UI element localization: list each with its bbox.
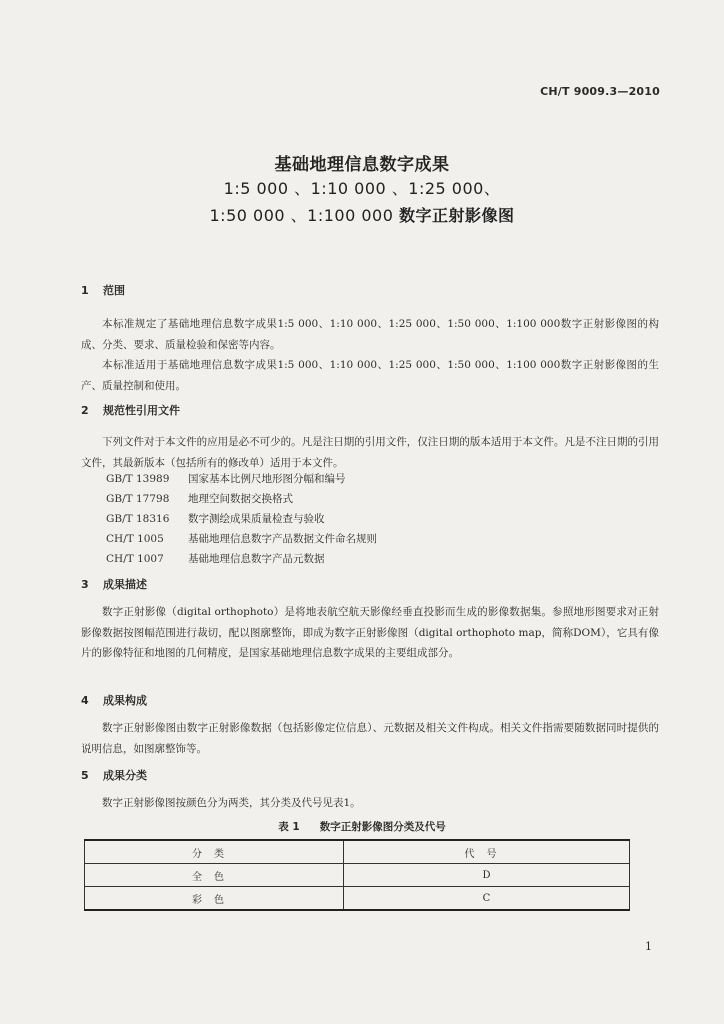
page-number: 1 — [645, 940, 652, 953]
table-title: 数字正射影像图分类及代号 — [319, 821, 446, 833]
table-cell: 全色 — [85, 864, 344, 887]
document-title-line1: 基础地理信息数字成果 — [274, 155, 450, 175]
document-title-line2: 1:5 000 、1:10 000 、1:25 000、 — [223, 179, 501, 198]
reference-item — [106, 551, 325, 566]
table-cell: 彩色 — [85, 887, 344, 911]
reference-code: GB/T 17798 — [106, 493, 170, 505]
table-caption — [0, 819, 724, 834]
section-title: 成果构成 — [103, 694, 147, 707]
reference-name: 数字测绘成果质量检查与验收 — [188, 513, 325, 525]
reference-name: 地理空间数据交换格式 — [188, 493, 293, 505]
reference-item — [106, 511, 325, 526]
title-scales: 1:50 000 、1:100 000 — [209, 206, 394, 225]
section-number: 3 — [81, 578, 89, 591]
table-row — [85, 864, 630, 887]
section-number: 1 — [81, 284, 89, 297]
section-heading-2 — [81, 402, 180, 418]
table-row — [85, 887, 630, 911]
reference-code: CH/T 1007 — [106, 553, 164, 565]
reference-item — [106, 531, 377, 546]
reference-name: 基础地理信息数字产品元数据 — [188, 553, 325, 565]
section-heading-1 — [81, 282, 125, 298]
section-number: 2 — [81, 404, 89, 417]
table-cell: D — [344, 864, 630, 887]
reference-code: GB/T 18316 — [106, 513, 170, 525]
section-number: 5 — [81, 769, 89, 782]
section-heading-3 — [81, 576, 147, 592]
section-title: 成果描述 — [103, 578, 147, 591]
title-product-name: 数字正射影像图 — [398, 206, 515, 225]
reference-item — [106, 471, 346, 486]
standard-code: CH/T 9009.3—2010 — [540, 85, 660, 98]
section-title: 规范性引用文件 — [103, 404, 180, 417]
reference-code: GB/T 13989 — [106, 473, 170, 485]
table-cell: C — [344, 887, 630, 911]
section-heading-5 — [81, 767, 147, 783]
section-5-paragraph-1: 数字正射影像图按颜色分为两类，其分类及代号见表1。 — [102, 797, 361, 809]
section-title: 成果分类 — [103, 769, 147, 782]
section-1-paragraph-1: 本标准规定了基础地理信息数字成果1:5 000、1:10 000、1:25 000、1:50 000、1:100 000数字正射影像图的构成、分类、要求、质量检验和保密等内容。 — [81, 318, 659, 351]
section-4-paragraph-1: 数字正射影像图由数字正射影像数据（包括影像定位信息）、元数据及相关文件构成。相关文件指需要随数据同时提供的说明信息，如图廓整饰等。 — [81, 722, 659, 755]
reference-code: CH/T 1005 — [106, 533, 164, 545]
reference-name: 基础地理信息数字产品数据文件命名规则 — [188, 533, 377, 545]
document-title-line3 — [0, 203, 724, 226]
table-header-cell: 代号 — [344, 840, 630, 864]
table-header-row — [85, 840, 630, 864]
table-header-cell: 分类 — [85, 840, 344, 864]
table-number: 表 1 — [278, 821, 300, 833]
section-heading-4 — [81, 692, 147, 708]
section-1-paragraph-2: 本标准适用于基础地理信息数字成果1:5 000、1:10 000、1:25 000、1:50 000、1:100 000数字正射影像图的生产、质量控制和使用。 — [81, 359, 659, 392]
section-2-paragraph-1: 下列文件对于本文件的应用是必不可少的。凡是注日期的引用文件，仅注日期的版本适用于本文件。凡是不注日期的引用文件，其最新版本（包括所有的修改单）适用于本文件。 — [81, 436, 659, 469]
classification-table — [84, 839, 630, 911]
section-number: 4 — [81, 694, 89, 707]
section-title: 范围 — [103, 284, 125, 297]
section-3-paragraph-1: 数字正射影像（digital orthophoto）是将地表航空航天影像经垂直投影而生成的影像数据集。参照地形图要求对正射影像数据按图幅范围进行裁切，配以图廓整饰，即成为数字正射影像图（digital orthophoto map，简称DOM），它具有像片的影像特征和地图的几何精度，是国家基础地理信息数字成果的主要组成部分。 — [81, 606, 659, 659]
reference-name: 国家基本比例尺地形图分幅和编号 — [188, 473, 346, 485]
reference-item — [106, 491, 293, 506]
